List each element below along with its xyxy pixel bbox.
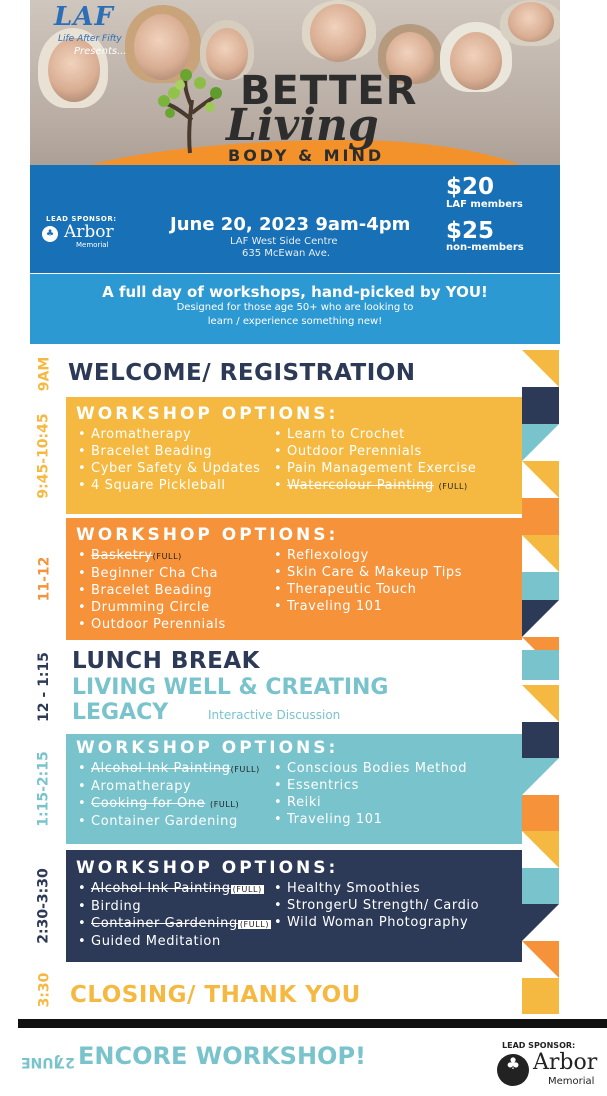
intro-line: learn / experience something new!: [207, 316, 383, 327]
time-label: 1:15-2:15: [36, 751, 52, 827]
sponsor-sub: Memorial: [76, 241, 109, 249]
workshop-item: • Aromatherapy: [78, 778, 274, 795]
workshop-item: • Outdoor Perennials: [274, 443, 476, 460]
lunch-subheading: LEGACY: [72, 700, 169, 725]
workshop-item: • Traveling 101: [274, 598, 462, 615]
encore-heading: ENCORE WORKSHOP!: [78, 1042, 366, 1070]
sponsor-label: LEAD SPONSOR:: [46, 215, 117, 223]
workshop-item: • Pain Management Exercise: [274, 460, 476, 477]
price-nonmembers: $25: [446, 218, 495, 244]
footer-sponsor-sub: Memorial: [548, 1076, 595, 1087]
workshop-item: • Guided Meditation: [78, 933, 274, 950]
workshop-item-full: • Basketry(FULL): [78, 547, 274, 565]
title-living: Living: [226, 100, 379, 151]
lunch-subheading: LIVING WELL & CREATING: [72, 675, 389, 700]
workshop-item: • Cyber Safety & Updates: [78, 460, 274, 477]
workshop-item: • Reiki: [274, 794, 467, 811]
intro-headline: A full day of workshops, hand-picked by YOU!: [102, 283, 488, 301]
time-label: 9:45-10:45: [36, 412, 53, 499]
workshop-item: • Healthy Smoothies: [274, 880, 479, 897]
workshop-block-2: [66, 518, 522, 640]
lunch-heading: LUNCH BREAK: [72, 648, 260, 674]
laf-logo: LAF: [54, 2, 114, 32]
time-label: 12 - 1:15: [36, 652, 52, 722]
lunch-note: Interactive Discussion: [208, 708, 341, 722]
workshop-item: • Skin Care & Makeup Tips: [274, 564, 462, 581]
workshop-block-4: [66, 850, 522, 962]
event-address: 635 McEwan Ave.: [242, 248, 331, 259]
encore-date: JUNE 27: [21, 1054, 75, 1070]
workshop-item: • Wild Woman Photography: [274, 914, 479, 931]
workshop-item: • Outdoor Perennials: [78, 616, 274, 633]
workshop-item: • Learn to Crochet: [274, 426, 476, 443]
event-date: June 20, 2023 9am-4pm: [170, 214, 411, 235]
decorative-triangles: [522, 350, 559, 1014]
workshop-item: • 4 Square Pickleball: [78, 477, 274, 494]
sponsor-name: Arbor: [64, 222, 114, 242]
workshop-item: • Reflexology: [274, 547, 462, 564]
footer-sponsor-label: LEAD SPONSOR:: [502, 1041, 576, 1050]
workshop-block-1: [66, 397, 522, 514]
time-label: 2:30-3:30: [36, 868, 52, 944]
workshop-item: • Aromatherapy: [78, 426, 274, 443]
event-venue: LAF West Side Centre: [230, 236, 338, 247]
workshop-item: • Birding: [78, 898, 274, 915]
workshop-item: • StrongerU Strength/ Cardio: [274, 897, 479, 914]
time-label: 11-12: [36, 556, 52, 602]
title-body-mind: BODY & MIND: [228, 146, 385, 165]
workshop-item: • Beginner Cha Cha: [78, 565, 274, 582]
workshop-item: • Conscious Bodies Method: [274, 760, 467, 777]
block-title: WORKSHOP OPTIONS:: [76, 525, 339, 545]
block-title: WORKSHOP OPTIONS:: [76, 858, 339, 878]
footer-sponsor-name: Arbor: [533, 1050, 598, 1075]
price-members: $20: [446, 174, 495, 200]
workshop-item: • Bracelet Beading: [78, 443, 274, 460]
workshop-item: • Essentrics: [274, 777, 467, 794]
time-label: 3:30: [35, 972, 52, 1008]
closing-heading: CLOSING/ THANK YOU: [70, 982, 361, 1008]
workshop-item: • Therapeutic Touch: [274, 581, 462, 598]
block-title: WORKSHOP OPTIONS:: [76, 404, 339, 424]
laf-tagline: Life After Fifty: [58, 34, 122, 44]
workshop-item-full: • Container Gardening (FULL): [78, 915, 274, 933]
arbor-tree-icon: ♣: [42, 226, 58, 242]
block-title: WORKSHOP OPTIONS:: [76, 738, 339, 758]
workshop-item-full: • Alcohol Ink Painting (FULL): [78, 880, 274, 898]
time-label: 9AM: [35, 356, 52, 392]
workshop-item: • Drumming Circle: [78, 599, 274, 616]
workshop-item: • Bracelet Beading: [78, 582, 274, 599]
workshop-item-full: • Cooking for One (FULL): [78, 795, 274, 813]
workshop-item: • Traveling 101: [274, 811, 467, 828]
workshop-item-full: • Watercolour Painting (FULL): [274, 477, 476, 495]
tree-icon: [150, 65, 230, 155]
presents-text: Presents...: [74, 46, 127, 57]
arbor-tree-icon: ♣: [497, 1054, 529, 1086]
workshop-block-3: [66, 734, 522, 844]
workshop-item-full: • Alcohol Ink Painting(FULL): [78, 760, 274, 778]
title-better: BETTER: [240, 68, 418, 114]
intro-line: Designed for those age 50+ who are looking to: [176, 302, 414, 313]
price-members-label: LAF members: [446, 199, 523, 210]
divider: [18, 1019, 607, 1028]
workshop-item: • Container Gardening: [78, 813, 274, 830]
welcome-heading: WELCOME/ REGISTRATION: [68, 360, 416, 386]
intro-banner: [30, 274, 560, 344]
price-nonmembers-label: non-members: [446, 242, 524, 253]
